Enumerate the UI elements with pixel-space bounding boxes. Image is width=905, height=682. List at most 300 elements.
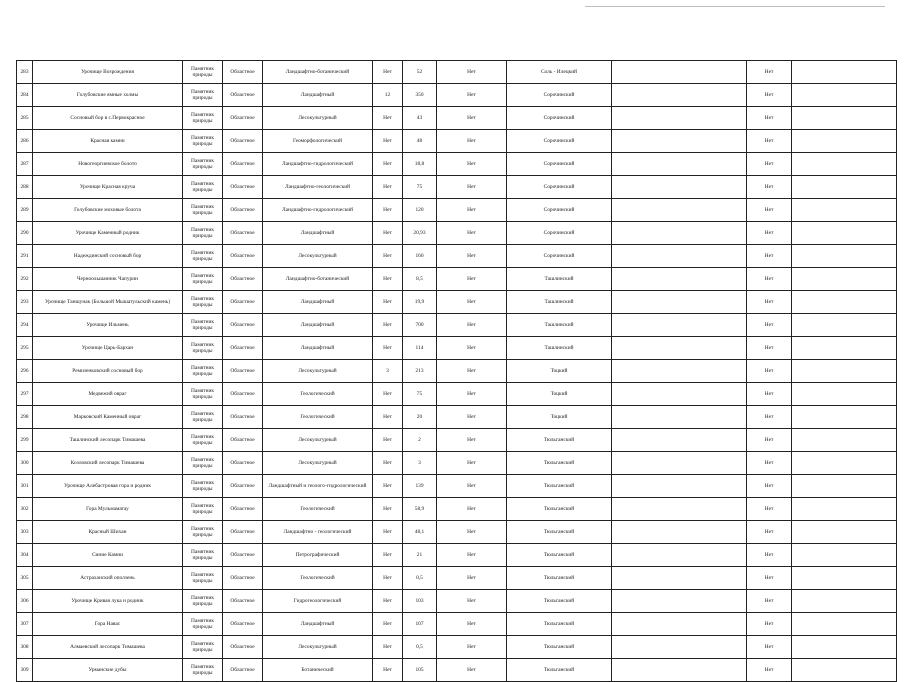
area-cell: 213	[403, 360, 437, 383]
status-cell: Нет	[747, 245, 792, 268]
significance-cell: Областное	[223, 337, 263, 360]
significance-cell: Областное	[223, 176, 263, 199]
empty-cell	[612, 61, 747, 84]
empty-cell	[792, 544, 897, 567]
cluster-cell: Нет	[437, 268, 507, 291]
category-cell: Памятник природы	[183, 521, 223, 544]
empty-cell	[792, 360, 897, 383]
significance-cell: Областное	[223, 452, 263, 475]
profile-cell: Лесокультурный	[263, 636, 373, 659]
scan-artifact-line	[585, 6, 885, 7]
protected-areas-table	[16, 60, 897, 682]
cluster-cell: Нет	[437, 222, 507, 245]
significance-cell: Областное	[223, 659, 263, 682]
profile-cell: Геоморфологический	[263, 130, 373, 153]
empty-cell	[792, 268, 897, 291]
category-cell: Памятник природы	[183, 452, 223, 475]
empty-cell	[612, 245, 747, 268]
category-cell: Памятник природы	[183, 383, 223, 406]
empty-cell	[792, 291, 897, 314]
row-number-cell: 304	[17, 544, 33, 567]
cluster-cell: Нет	[437, 176, 507, 199]
significance-cell: Областное	[223, 406, 263, 429]
row-number-cell: 307	[17, 613, 33, 636]
row-number-cell: 296	[17, 360, 33, 383]
status-cell: Нет	[747, 613, 792, 636]
empty-cell	[612, 222, 747, 245]
protection-zone-cell: Нет	[373, 475, 403, 498]
protection-zone-cell: Нет	[373, 544, 403, 567]
district-cell: Тюльганский	[507, 475, 612, 498]
significance-cell: Областное	[223, 590, 263, 613]
protection-zone-cell: Нет	[373, 268, 403, 291]
area-cell: 105	[403, 659, 437, 682]
row-number-cell: 294	[17, 314, 33, 337]
empty-cell	[612, 429, 747, 452]
empty-cell	[612, 567, 747, 590]
protection-zone-cell: Нет	[373, 383, 403, 406]
table-body	[17, 61, 897, 682]
status-cell: Нет	[747, 222, 792, 245]
empty-cell	[612, 475, 747, 498]
significance-cell: Областное	[223, 314, 263, 337]
significance-cell: Областное	[223, 222, 263, 245]
significance-cell: Областное	[223, 475, 263, 498]
name-cell: Красная камни	[33, 130, 183, 153]
profile-cell: Ботанический	[263, 659, 373, 682]
protection-zone-cell: Нет	[373, 61, 403, 84]
row-number-cell: 298	[17, 406, 33, 429]
empty-cell	[612, 590, 747, 613]
empty-cell	[792, 222, 897, 245]
name-cell: Новогеоргиевское болото	[33, 153, 183, 176]
empty-cell	[792, 475, 897, 498]
row-number-cell: 303	[17, 521, 33, 544]
row-number-cell: 293	[17, 291, 33, 314]
status-cell: Нет	[747, 153, 792, 176]
cluster-cell: Нет	[437, 61, 507, 84]
empty-cell	[792, 613, 897, 636]
cluster-cell: Нет	[437, 84, 507, 107]
table-row	[17, 360, 897, 383]
profile-cell: Геологический	[263, 498, 373, 521]
row-number-cell: 292	[17, 268, 33, 291]
name-cell: Козловский лесопарк Тимашева	[33, 452, 183, 475]
category-cell: Памятник природы	[183, 590, 223, 613]
area-cell: 700	[403, 314, 437, 337]
profile-cell: Ландшафтно-гидрологический	[263, 199, 373, 222]
table-row	[17, 176, 897, 199]
empty-cell	[612, 153, 747, 176]
significance-cell: Областное	[223, 498, 263, 521]
district-cell: Тюльганский	[507, 544, 612, 567]
table-row	[17, 153, 897, 176]
row-number-cell: 297	[17, 383, 33, 406]
profile-cell: Геологический	[263, 567, 373, 590]
district-cell: Тоцкий	[507, 406, 612, 429]
empty-cell	[792, 636, 897, 659]
table-row	[17, 84, 897, 107]
significance-cell: Областное	[223, 130, 263, 153]
significance-cell: Областное	[223, 567, 263, 590]
cluster-cell: Нет	[437, 337, 507, 360]
district-cell: Тюльганский	[507, 590, 612, 613]
significance-cell: Областное	[223, 245, 263, 268]
significance-cell: Областное	[223, 61, 263, 84]
empty-cell	[612, 199, 747, 222]
status-cell: Нет	[747, 360, 792, 383]
empty-cell	[792, 406, 897, 429]
category-cell: Памятник природы	[183, 245, 223, 268]
significance-cell: Областное	[223, 268, 263, 291]
district-cell: Ташлинский	[507, 314, 612, 337]
category-cell: Памятник природы	[183, 636, 223, 659]
cluster-cell: Нет	[437, 452, 507, 475]
row-number-cell: 287	[17, 153, 33, 176]
cluster-cell: Нет	[437, 107, 507, 130]
empty-cell	[792, 337, 897, 360]
empty-cell	[612, 314, 747, 337]
area-cell: 58,9	[403, 498, 437, 521]
name-cell: Голубовские ямные холмы	[33, 84, 183, 107]
empty-cell	[612, 268, 747, 291]
category-cell: Памятник природы	[183, 360, 223, 383]
status-cell: Нет	[747, 429, 792, 452]
status-cell: Нет	[747, 659, 792, 682]
significance-cell: Областное	[223, 107, 263, 130]
empty-cell	[792, 567, 897, 590]
empty-cell	[792, 153, 897, 176]
table-row	[17, 636, 897, 659]
empty-cell	[612, 498, 747, 521]
protection-zone-cell: Нет	[373, 245, 403, 268]
area-cell: 21	[403, 544, 437, 567]
empty-cell	[612, 406, 747, 429]
area-cell: 18,8	[403, 153, 437, 176]
empty-cell	[792, 498, 897, 521]
district-cell: Тюльганский	[507, 521, 612, 544]
status-cell: Нет	[747, 383, 792, 406]
area-cell: 139	[403, 475, 437, 498]
category-cell: Памятник природы	[183, 291, 223, 314]
status-cell: Нет	[747, 498, 792, 521]
district-cell: Тюльганский	[507, 498, 612, 521]
name-cell: Урочище Кривая лука и родник	[33, 590, 183, 613]
area-cell: 120	[403, 199, 437, 222]
area-cell: 75	[403, 383, 437, 406]
name-cell: Надеждинский сосновый бор	[33, 245, 183, 268]
significance-cell: Областное	[223, 153, 263, 176]
row-number-cell: 290	[17, 222, 33, 245]
category-cell: Памятник природы	[183, 107, 223, 130]
profile-cell: Ландшафтный	[263, 291, 373, 314]
profile-cell: Ландшафтный	[263, 84, 373, 107]
area-cell: 20,93	[403, 222, 437, 245]
empty-cell	[612, 659, 747, 682]
protection-zone-cell: Нет	[373, 567, 403, 590]
category-cell: Памятник природы	[183, 199, 223, 222]
row-number-cell: 302	[17, 498, 33, 521]
profile-cell: Лесокультурный	[263, 245, 373, 268]
district-cell: Соль - Илецкий	[507, 61, 612, 84]
name-cell: Сосновый бор в с.Первокрасное	[33, 107, 183, 130]
name-cell: Урочище Алебастровая гора и родник	[33, 475, 183, 498]
area-cell: 0,5	[403, 567, 437, 590]
empty-cell	[792, 590, 897, 613]
empty-cell	[612, 636, 747, 659]
protection-zone-cell: Нет	[373, 107, 403, 130]
cluster-cell: Нет	[437, 314, 507, 337]
empty-cell	[612, 383, 747, 406]
protection-zone-cell: Нет	[373, 291, 403, 314]
cluster-cell: Нет	[437, 130, 507, 153]
row-number-cell: 295	[17, 337, 33, 360]
area-cell: 19,9	[403, 291, 437, 314]
cluster-cell: Нет	[437, 544, 507, 567]
significance-cell: Областное	[223, 360, 263, 383]
district-cell: Тюльганский	[507, 429, 612, 452]
table-row	[17, 130, 897, 153]
district-cell: Ташлинский	[507, 291, 612, 314]
category-cell: Памятник природы	[183, 268, 223, 291]
table-row	[17, 337, 897, 360]
status-cell: Нет	[747, 452, 792, 475]
status-cell: Нет	[747, 544, 792, 567]
empty-cell	[792, 383, 897, 406]
empty-cell	[612, 360, 747, 383]
status-cell: Нет	[747, 199, 792, 222]
cluster-cell: Нет	[437, 245, 507, 268]
protection-zone-cell: Нет	[373, 452, 403, 475]
empty-cell	[612, 291, 747, 314]
protection-zone-cell: Нет	[373, 429, 403, 452]
district-cell: Сорочинский	[507, 153, 612, 176]
row-number-cell: 301	[17, 475, 33, 498]
table-row	[17, 199, 897, 222]
row-number-cell: 283	[17, 61, 33, 84]
status-cell: Нет	[747, 567, 792, 590]
row-number-cell: 285	[17, 107, 33, 130]
category-cell: Памятник природы	[183, 429, 223, 452]
significance-cell: Областное	[223, 544, 263, 567]
empty-cell	[792, 521, 897, 544]
empty-cell	[792, 659, 897, 682]
category-cell: Памятник природы	[183, 406, 223, 429]
area-cell: 160	[403, 245, 437, 268]
district-cell: Тюльганский	[507, 636, 612, 659]
row-number-cell: 300	[17, 452, 33, 475]
district-cell: Сорочинский	[507, 245, 612, 268]
district-cell: Ташлинский	[507, 268, 612, 291]
name-cell: Гора Навас	[33, 613, 183, 636]
significance-cell: Областное	[223, 613, 263, 636]
profile-cell: Лесокультурный	[263, 429, 373, 452]
row-number-cell: 289	[17, 199, 33, 222]
district-cell: Тюльганский	[507, 567, 612, 590]
district-cell: Сорочинский	[507, 84, 612, 107]
name-cell: Медвежий овраг	[33, 383, 183, 406]
district-cell: Сорочинский	[507, 199, 612, 222]
profile-cell: Ландшафтно-геологический	[263, 176, 373, 199]
area-cell: 0,5	[403, 636, 437, 659]
area-cell: 350	[403, 84, 437, 107]
district-cell: Сорочинский	[507, 176, 612, 199]
protection-zone-cell: Нет	[373, 222, 403, 245]
empty-cell	[612, 521, 747, 544]
cluster-cell: Нет	[437, 153, 507, 176]
status-cell: Нет	[747, 291, 792, 314]
area-cell: 3	[403, 452, 437, 475]
empty-cell	[792, 199, 897, 222]
empty-cell	[792, 61, 897, 84]
cluster-cell: Нет	[437, 636, 507, 659]
protection-zone-cell: 3	[373, 360, 403, 383]
table-row	[17, 659, 897, 682]
area-cell: 43	[403, 107, 437, 130]
significance-cell: Областное	[223, 291, 263, 314]
status-cell: Нет	[747, 590, 792, 613]
row-number-cell: 299	[17, 429, 33, 452]
status-cell: Нет	[747, 130, 792, 153]
district-cell: Сорочинский	[507, 107, 612, 130]
empty-cell	[612, 613, 747, 636]
protection-zone-cell: Нет	[373, 176, 403, 199]
row-number-cell: 291	[17, 245, 33, 268]
name-cell: Урманские дубы	[33, 659, 183, 682]
empty-cell	[792, 107, 897, 130]
area-cell: 103	[403, 590, 437, 613]
profile-cell: Ландшафтно-гидрологический	[263, 153, 373, 176]
area-cell: 48	[403, 130, 437, 153]
category-cell: Памятник природы	[183, 130, 223, 153]
protection-zone-cell: Нет	[373, 199, 403, 222]
table-row	[17, 268, 897, 291]
district-cell: Ташлинский	[507, 337, 612, 360]
profile-cell: Геологический	[263, 383, 373, 406]
name-cell: Голубовские моховые болота	[33, 199, 183, 222]
table-row	[17, 521, 897, 544]
protection-zone-cell: Нет	[373, 636, 403, 659]
protection-zone-cell: Нет	[373, 498, 403, 521]
table-row	[17, 222, 897, 245]
profile-cell: Лесокультурный	[263, 452, 373, 475]
area-cell: 48,1	[403, 521, 437, 544]
area-cell: 2	[403, 429, 437, 452]
profile-cell: Геологический	[263, 406, 373, 429]
name-cell: Ташлинский лесопарк Тимашева	[33, 429, 183, 452]
cluster-cell: Нет	[437, 406, 507, 429]
significance-cell: Областное	[223, 84, 263, 107]
name-cell: Урочище Таншунак (Большой Мышатульский камень)	[33, 291, 183, 314]
protection-zone-cell: Нет	[373, 613, 403, 636]
name-cell: Красный Шихан	[33, 521, 183, 544]
status-cell: Нет	[747, 107, 792, 130]
empty-cell	[612, 544, 747, 567]
table-row	[17, 383, 897, 406]
status-cell: Нет	[747, 406, 792, 429]
cluster-cell: Нет	[437, 291, 507, 314]
table-row	[17, 544, 897, 567]
name-cell: Ремизенковский сосновый бор	[33, 360, 183, 383]
empty-cell	[792, 176, 897, 199]
table-row	[17, 61, 897, 84]
name-cell: Урочище Возрождения	[33, 61, 183, 84]
empty-cell	[792, 452, 897, 475]
district-cell: Тоцкий	[507, 383, 612, 406]
name-cell: Синие Камни	[33, 544, 183, 567]
protection-zone-cell: Нет	[373, 521, 403, 544]
significance-cell: Областное	[223, 383, 263, 406]
profile-cell: Ландшафтно - геологический	[263, 521, 373, 544]
cluster-cell: Нет	[437, 659, 507, 682]
district-cell: Тюльганский	[507, 452, 612, 475]
empty-cell	[612, 176, 747, 199]
area-cell: 52	[403, 61, 437, 84]
empty-cell	[612, 84, 747, 107]
name-cell: Марковский Каменный овраг	[33, 406, 183, 429]
row-number-cell: 288	[17, 176, 33, 199]
category-cell: Памятник природы	[183, 222, 223, 245]
empty-cell	[792, 84, 897, 107]
table-row	[17, 406, 897, 429]
status-cell: Нет	[747, 337, 792, 360]
significance-cell: Областное	[223, 521, 263, 544]
row-number-cell: 309	[17, 659, 33, 682]
category-cell: Памятник природы	[183, 153, 223, 176]
profile-cell: Ландшафтно-ботанический	[263, 61, 373, 84]
protection-zone-cell: Нет	[373, 153, 403, 176]
protection-zone-cell: Нет	[373, 406, 403, 429]
table-row	[17, 314, 897, 337]
protection-zone-cell: Нет	[373, 337, 403, 360]
category-cell: Памятник природы	[183, 314, 223, 337]
empty-cell	[792, 314, 897, 337]
area-cell: 8,5	[403, 268, 437, 291]
profile-cell: Ландшафтный	[263, 613, 373, 636]
status-cell: Нет	[747, 521, 792, 544]
category-cell: Памятник природы	[183, 613, 223, 636]
name-cell: Урочище Каменный родник	[33, 222, 183, 245]
significance-cell: Областное	[223, 429, 263, 452]
cluster-cell: Нет	[437, 383, 507, 406]
table-row	[17, 291, 897, 314]
profile-cell: Ландшафтный	[263, 222, 373, 245]
row-number-cell: 305	[17, 567, 33, 590]
category-cell: Памятник природы	[183, 337, 223, 360]
table-row	[17, 567, 897, 590]
profile-cell: Ландшафтный	[263, 337, 373, 360]
name-cell: Урочище Ильмень	[33, 314, 183, 337]
profile-cell: Ландшафтно-ботанический	[263, 268, 373, 291]
empty-cell	[612, 337, 747, 360]
name-cell: Черноольшанник Чапурин	[33, 268, 183, 291]
significance-cell: Областное	[223, 199, 263, 222]
empty-cell	[612, 107, 747, 130]
cluster-cell: Нет	[437, 590, 507, 613]
category-cell: Памятник природы	[183, 475, 223, 498]
status-cell: Нет	[747, 636, 792, 659]
protection-zone-cell: Нет	[373, 590, 403, 613]
name-cell: Урочище Красная круча	[33, 176, 183, 199]
status-cell: Нет	[747, 176, 792, 199]
cluster-cell: Нет	[437, 199, 507, 222]
cluster-cell: Нет	[437, 567, 507, 590]
category-cell: Памятник природы	[183, 84, 223, 107]
area-cell: 107	[403, 613, 437, 636]
cluster-cell: Нет	[437, 360, 507, 383]
cluster-cell: Нет	[437, 521, 507, 544]
area-cell: 114	[403, 337, 437, 360]
